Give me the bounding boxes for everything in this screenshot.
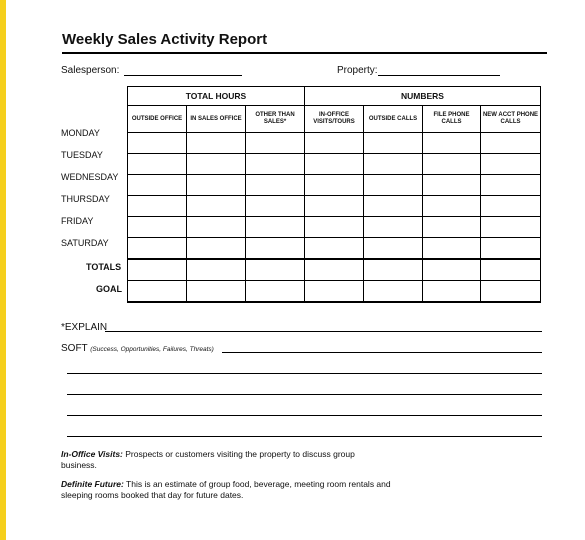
salesperson-label: Salesperson: bbox=[61, 65, 120, 76]
entry-cell[interactable] bbox=[481, 281, 541, 303]
writing-line[interactable] bbox=[67, 373, 542, 374]
table-row bbox=[128, 196, 541, 217]
table-row bbox=[128, 175, 541, 196]
entry-cell[interactable] bbox=[128, 238, 187, 260]
entry-cell[interactable] bbox=[364, 259, 423, 281]
entry-cell[interactable] bbox=[187, 238, 246, 260]
column-header: IN-OFFICE VISITS/TOURS bbox=[305, 106, 364, 133]
entry-cell[interactable] bbox=[187, 133, 246, 154]
entry-cell[interactable] bbox=[128, 281, 187, 303]
entry-cell[interactable] bbox=[246, 281, 305, 303]
soft-label-text: SOFT bbox=[61, 343, 88, 354]
entry-cell[interactable] bbox=[423, 217, 481, 238]
table-row bbox=[128, 238, 541, 260]
table-row bbox=[128, 217, 541, 238]
entry-cell[interactable] bbox=[187, 259, 246, 281]
property-field[interactable] bbox=[378, 75, 500, 76]
table-row bbox=[128, 281, 541, 303]
entry-cell[interactable] bbox=[246, 133, 305, 154]
entry-cell[interactable] bbox=[423, 259, 481, 281]
salesperson-field[interactable] bbox=[124, 75, 242, 76]
column-header: FILE PHONE CALLS bbox=[423, 106, 481, 133]
entry-cell[interactable] bbox=[187, 196, 246, 217]
entry-cell[interactable] bbox=[423, 238, 481, 260]
entry-cell[interactable] bbox=[246, 238, 305, 260]
day-label: MONDAY bbox=[61, 128, 100, 138]
entry-cell[interactable] bbox=[364, 281, 423, 303]
note-term: Definite Future: bbox=[61, 479, 124, 489]
column-header: OUTSIDE CALLS bbox=[364, 106, 423, 133]
entry-cell[interactable] bbox=[364, 217, 423, 238]
entry-cell[interactable] bbox=[481, 154, 541, 175]
group-header-total-hours: TOTAL HOURS bbox=[128, 87, 305, 106]
column-header: IN SALES OFFICE bbox=[187, 106, 246, 133]
title-rule bbox=[62, 52, 547, 54]
day-label: TUESDAY bbox=[61, 150, 103, 160]
column-header: NEW ACCT PHONE CALLS bbox=[481, 106, 541, 133]
entry-cell[interactable] bbox=[246, 217, 305, 238]
entry-cell[interactable] bbox=[481, 196, 541, 217]
entry-cell[interactable] bbox=[423, 133, 481, 154]
entry-cell[interactable] bbox=[305, 133, 364, 154]
explain-label: *EXPLAIN bbox=[61, 322, 108, 333]
entry-cell[interactable] bbox=[423, 154, 481, 175]
entry-cell[interactable] bbox=[305, 281, 364, 303]
soft-hint: (Success, Opportunities, Failures, Threats) bbox=[90, 346, 214, 353]
entry-cell[interactable] bbox=[128, 175, 187, 196]
entry-cell[interactable] bbox=[481, 238, 541, 260]
entry-cell[interactable] bbox=[481, 217, 541, 238]
table-row bbox=[128, 133, 541, 154]
report-title: Weekly Sales Activity Report bbox=[62, 31, 268, 48]
entry-cell[interactable] bbox=[305, 217, 364, 238]
soft-line[interactable] bbox=[222, 352, 542, 353]
table-row bbox=[128, 154, 541, 175]
column-header: OUTSIDE OFFICE bbox=[128, 106, 187, 133]
explain-line[interactable] bbox=[105, 331, 542, 332]
goal-label: GOAL bbox=[96, 284, 122, 294]
property-label: Property: bbox=[337, 65, 378, 76]
entry-cell[interactable] bbox=[128, 259, 187, 281]
entry-cell[interactable] bbox=[364, 133, 423, 154]
entry-cell[interactable] bbox=[305, 175, 364, 196]
day-label: WEDNESDAY bbox=[61, 172, 119, 182]
entry-cell[interactable] bbox=[423, 281, 481, 303]
table-row bbox=[128, 259, 541, 281]
entry-cell[interactable] bbox=[246, 175, 305, 196]
note-term: In-Office Visits: bbox=[61, 449, 123, 459]
writing-line[interactable] bbox=[67, 436, 542, 437]
entry-cell[interactable] bbox=[187, 281, 246, 303]
note-text: Prospects or customers visiting the property to discuss group business. bbox=[61, 449, 355, 470]
entry-cell[interactable] bbox=[246, 196, 305, 217]
day-label: THURSDAY bbox=[61, 194, 110, 204]
totals-label: TOTALS bbox=[86, 262, 122, 272]
entry-cell[interactable] bbox=[246, 154, 305, 175]
entry-cell[interactable] bbox=[187, 217, 246, 238]
activity-table bbox=[127, 86, 541, 303]
group-header-numbers: NUMBERS bbox=[305, 87, 541, 106]
entry-cell[interactable] bbox=[364, 238, 423, 260]
note-text: This is an estimate of group food, beverage, meeting room rentals and sleeping rooms booked that day for future dates. bbox=[61, 479, 391, 500]
entry-cell[interactable] bbox=[364, 196, 423, 217]
day-label: SATURDAY bbox=[61, 238, 109, 248]
entry-cell[interactable] bbox=[481, 175, 541, 196]
entry-cell[interactable] bbox=[246, 259, 305, 281]
entry-cell[interactable] bbox=[128, 133, 187, 154]
entry-cell[interactable] bbox=[423, 196, 481, 217]
entry-cell[interactable] bbox=[364, 154, 423, 175]
entry-cell[interactable] bbox=[423, 175, 481, 196]
column-header: OTHER THAN SALES* bbox=[246, 106, 305, 133]
soft-label bbox=[61, 343, 214, 354]
writing-line[interactable] bbox=[67, 415, 542, 416]
entry-cell[interactable] bbox=[481, 133, 541, 154]
entry-cell[interactable] bbox=[187, 154, 246, 175]
report-sheet bbox=[6, 0, 585, 540]
note-definite-future bbox=[61, 479, 391, 501]
entry-cell[interactable] bbox=[128, 217, 187, 238]
writing-line[interactable] bbox=[67, 394, 542, 395]
entry-cell[interactable] bbox=[364, 175, 423, 196]
entry-cell[interactable] bbox=[305, 238, 364, 260]
entry-cell[interactable] bbox=[128, 154, 187, 175]
day-label: FRIDAY bbox=[61, 216, 94, 226]
entry-cell[interactable] bbox=[187, 175, 246, 196]
entry-cell[interactable] bbox=[128, 196, 187, 217]
entry-cell[interactable] bbox=[305, 196, 364, 217]
entry-cell[interactable] bbox=[481, 259, 541, 281]
entry-cell[interactable] bbox=[305, 259, 364, 281]
entry-cell[interactable] bbox=[305, 154, 364, 175]
note-in-office-visits bbox=[61, 449, 391, 471]
